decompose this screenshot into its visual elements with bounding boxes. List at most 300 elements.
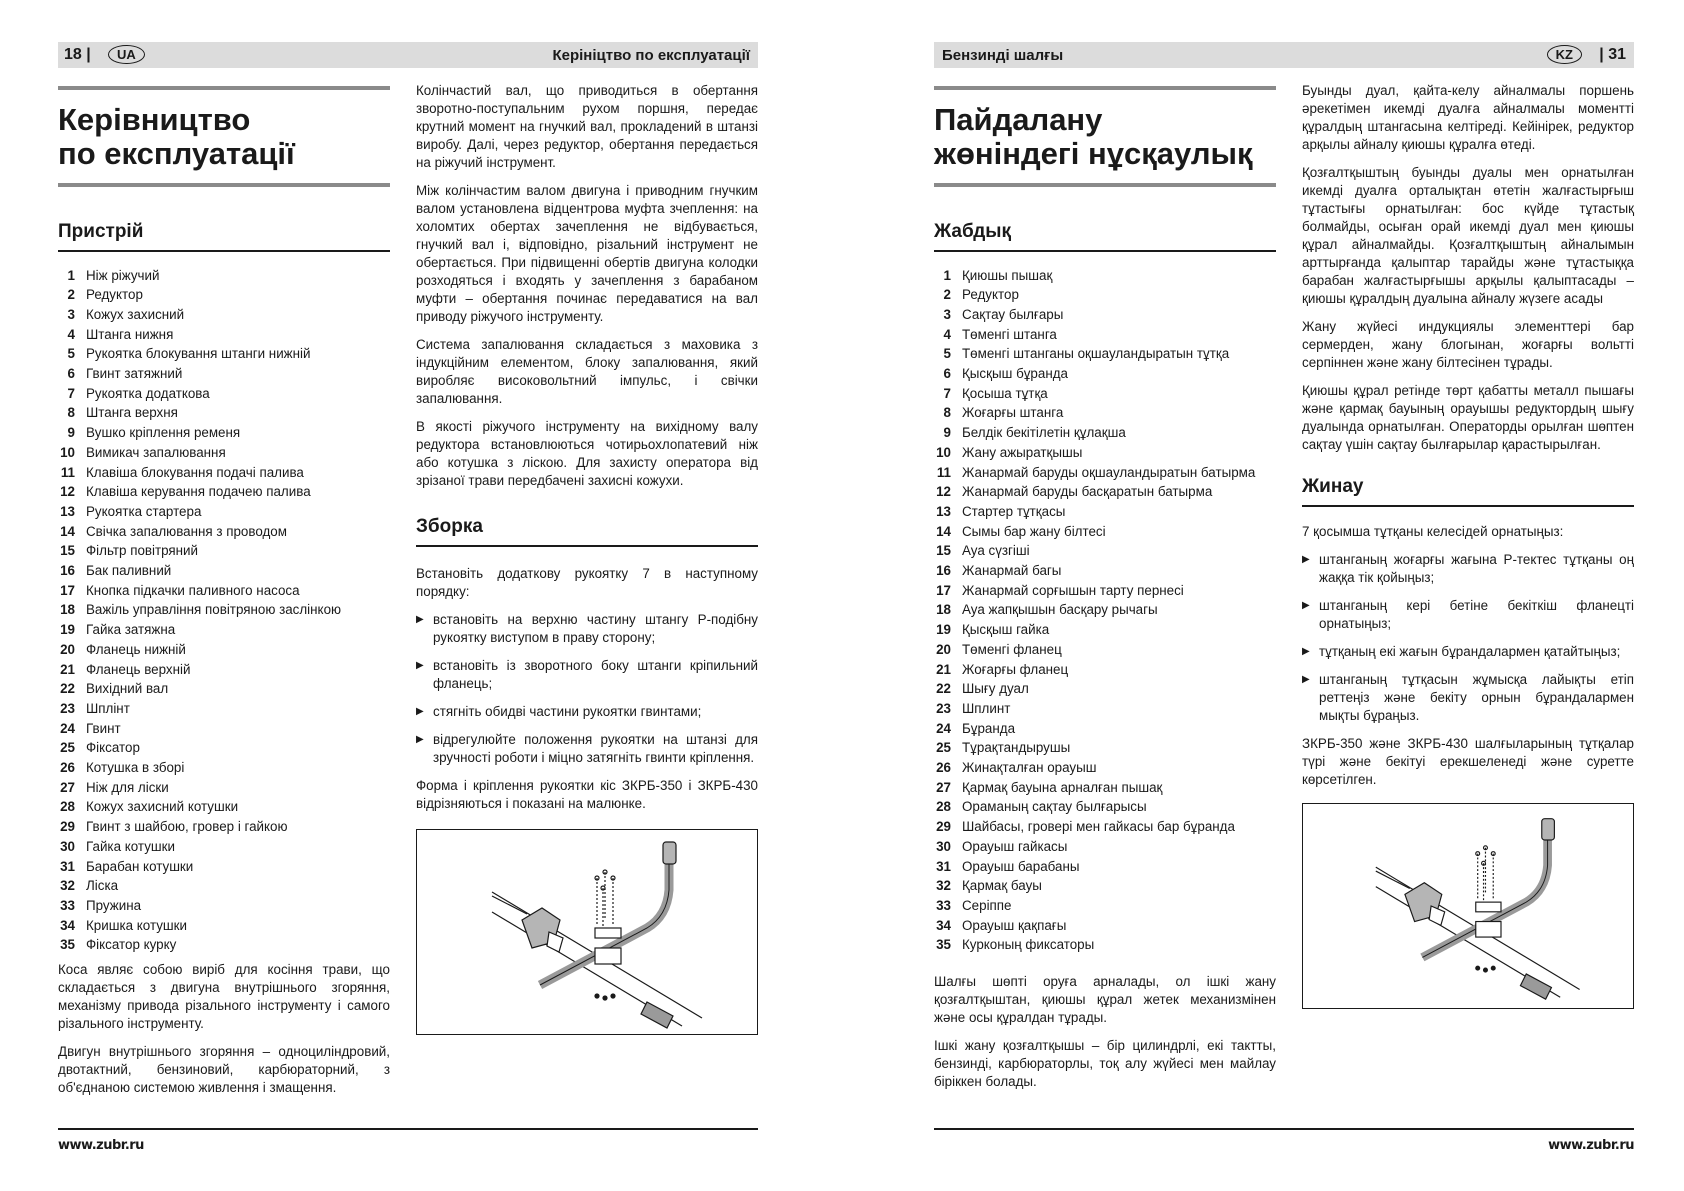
assembly-steps (416, 611, 758, 767)
parts-list-item (934, 738, 1276, 758)
nut (595, 994, 599, 998)
description-paragraphs (1302, 82, 1634, 454)
part-label: Фільтр повітряний (86, 543, 199, 559)
part-number: 34 (60, 917, 75, 933)
parts-list-item (58, 660, 390, 680)
clamp-top (1476, 902, 1501, 912)
footer-rule (58, 1128, 758, 1130)
parts-list-item (934, 817, 1276, 837)
part-label: Кнопка підкачки паливного насоса (86, 582, 300, 598)
bullet-arrow-icon: ▶ (1302, 553, 1310, 565)
part-label: Жану ажыратқышы (962, 444, 1083, 460)
page-header-bar (58, 42, 758, 68)
bullet-arrow-icon: ▶ (416, 613, 424, 625)
part-number: 33 (60, 898, 75, 913)
body-paragraph: Шалғы шөпті оруға арналады, ол ішкі жану қозғалтқыштан, қиюшы құрал жетек механизмінен және осы құралдан тұрады. (934, 974, 1276, 1026)
left-column-1 (58, 86, 390, 1107)
parts-list-item (58, 679, 390, 699)
bullet-arrow-icon: ▶ (1302, 645, 1310, 657)
part-label: Гвинт з шайбою, гровер і гайкою (86, 819, 288, 835)
part-label: Қысқыш гайка (962, 622, 1050, 638)
parts-list-item (58, 758, 390, 778)
body-paragraph: Жану жүйесі индукциялы элементтері бар сермерден, жану блогынан, жоғарғы вольтті серпіннен және жану білтесінен тұрады. (1302, 319, 1634, 370)
parts-list-item (934, 443, 1276, 463)
parts-list-item (934, 364, 1276, 384)
parts-list-item (58, 857, 390, 877)
part-number: 8 (67, 405, 75, 421)
part-label: Ліска (86, 878, 119, 894)
assembly-intro: 7 қосымша тұтқаны келесідей орнатыңыз: (1302, 523, 1564, 539)
part-number: 2 (943, 287, 951, 303)
bullet-arrow-icon: ▶ (1302, 599, 1310, 611)
part-label: Барабан котушки (86, 858, 194, 874)
part-number: 31 (60, 858, 75, 874)
parts-list-item (58, 719, 390, 739)
part-number: 3 (943, 306, 951, 322)
part-label: Гвинт затяжний (86, 366, 183, 382)
step-text: встановіть на верхню частину штангу Р-подібну рукоятку виступом в праву сторону; (433, 611, 758, 645)
part-label: Курконың фиксаторы (962, 937, 1095, 953)
part-label: Қиюшы пышақ (962, 267, 1053, 283)
part-label: Жанармай багы (962, 563, 1062, 579)
part-number: 7 (943, 385, 951, 401)
part-label: Ораманың сақтау былғарысы (962, 799, 1147, 815)
parts-list-item (58, 817, 390, 837)
part-label: Бак паливний (86, 563, 172, 579)
part-number: 34 (936, 917, 951, 933)
page-header-bar (934, 42, 1634, 68)
parts-list-item (934, 935, 1276, 955)
parts-list-item (934, 482, 1276, 502)
parts-list-item (58, 699, 390, 719)
parts-list-item (934, 837, 1276, 857)
part-number: 29 (936, 819, 951, 835)
body-paragraph: Між колінчастим валом двигуна і приводним гнучким валом установлена відцентрова муфта зчеплення: на холомтих обертах зачеплення не відбувається, гнучкий вал і, відповідно, різальний інструмент не обертається. При підвищенні обертів двигуна колодки розходяться і входять у зачеплення з барабаном муфти – обертання починає передаватися на вал приводу ріжучого інструменту. (416, 183, 758, 324)
body-paragraph: Қиюшы құрал ретінде төрт қабатты металл пышағы және қармақ бауының орауышы редуктордың шығу дуалында орнатылған. Операторды орылған шөптен сақтау үшін сақтау былғарылар қарастырылған. (1302, 383, 1634, 452)
part-number: 22 (936, 681, 951, 697)
right-column-1 (934, 86, 1276, 1101)
footer-rule (934, 1128, 1634, 1130)
footer-url: www.zubr.ru (58, 1138, 144, 1153)
grip-collar (1429, 906, 1445, 925)
part-number: 19 (60, 622, 75, 638)
part-number: 13 (60, 503, 75, 519)
part-number: 6 (943, 366, 951, 382)
part-number: 13 (936, 503, 951, 519)
parts-list-item (934, 423, 1276, 443)
lower-grip (641, 1002, 673, 1028)
page-right (842, 0, 1684, 1191)
part-number: 29 (60, 819, 75, 835)
part-label: Ніж ріжучий (86, 267, 160, 283)
parts-list-item (58, 305, 390, 325)
step-text: штанганың жоғарғы жағына Р-тектес тұтқаны оң жаққа тік қойыңыз; (1319, 551, 1634, 585)
parts-list-item (934, 463, 1276, 483)
part-label: Рукоятка додаткова (86, 385, 210, 401)
nut (1484, 968, 1488, 972)
parts-list-item (934, 896, 1276, 916)
parts-list-item (58, 344, 390, 364)
parts-list-item (934, 876, 1276, 896)
part-label: Редуктор (86, 287, 143, 303)
part-label: Бұранда (962, 720, 1016, 736)
parts-list-item (58, 620, 390, 640)
clamp-flange (1476, 921, 1501, 937)
header-title: Бензинді шалғы (942, 47, 1064, 64)
parts-list-item (58, 896, 390, 916)
part-label: Рукоятка блокування штанги нижній (86, 346, 311, 362)
assembly-step (1302, 643, 1634, 661)
footer-url: www.zubr.ru (1548, 1138, 1634, 1153)
part-number: 2 (67, 287, 75, 303)
part-number: 5 (67, 346, 75, 362)
part-number: 4 (67, 326, 75, 342)
part-label: Кожух захисний котушки (86, 799, 239, 815)
parts-list-item (58, 285, 390, 305)
main-title-line2: по експлуатації (58, 136, 295, 171)
part-label: Орауыш гайкасы (962, 838, 1068, 854)
parts-list-item (58, 935, 390, 955)
part-number: 35 (936, 937, 951, 953)
part-number: 11 (936, 464, 951, 480)
page-number: 18 | (64, 46, 91, 63)
part-number: 3 (67, 306, 75, 322)
cable-line (1376, 871, 1410, 888)
parts-list (934, 266, 1276, 956)
assembly-note: ЗКРБ-350 және ЗКРБ-430 шалғыларының тұтқалар түрі және бекітуі ерекшеленеді және суретте көрсетілген. (1302, 735, 1634, 787)
part-number: 32 (60, 878, 75, 894)
assembly-step (416, 731, 758, 767)
parts-list-item (934, 719, 1276, 739)
part-number: 15 (60, 543, 75, 559)
handle-mounting-figure (1302, 803, 1634, 1009)
parts-list-item (58, 916, 390, 936)
handle-diagram-illustration (1303, 804, 1633, 1008)
parts-list-item (58, 443, 390, 463)
part-label: Клавіша керування подачею палива (86, 484, 311, 500)
parts-list-item (934, 344, 1276, 364)
part-label: Вушко кріплення ременя (86, 425, 241, 441)
cable-line (492, 896, 527, 914)
part-number: 4 (943, 326, 951, 342)
part-number: 26 (936, 760, 951, 776)
parts-list-item (934, 384, 1276, 404)
part-number: 26 (60, 760, 75, 776)
parts-list-item (934, 640, 1276, 660)
body-paragraph: В якості ріжучого інструменту на вихідному валу редуктора встановлюються чотирьохлопатевий ніж або котушка з ліскою. Для захисту оператора від зрізаної трави передбачені захисні кожухи. (416, 419, 758, 488)
nut (603, 996, 607, 1000)
section-rule (934, 250, 1276, 252)
part-number: 32 (936, 878, 951, 894)
parts-list (58, 266, 390, 956)
main-title (58, 103, 390, 171)
part-number: 24 (60, 720, 75, 736)
part-number: 35 (60, 937, 75, 953)
part-number: 16 (60, 563, 75, 579)
parts-list-item (58, 581, 390, 601)
part-number: 22 (60, 681, 75, 697)
parts-list-item (934, 758, 1276, 778)
parts-list-item (934, 797, 1276, 817)
part-label: Фіксатор курку (86, 937, 177, 953)
diagram-group (1376, 818, 1580, 999)
parts-list-item (934, 541, 1276, 561)
parts-list-item (58, 364, 390, 384)
part-label: Гвинт (86, 720, 121, 736)
assembly-step (416, 657, 758, 693)
parts-list-item (58, 600, 390, 620)
main-title-line2: жөніндегі нұсқаулық (934, 136, 1253, 171)
parts-list-item (58, 325, 390, 345)
intro-paragraphs (934, 973, 1276, 1091)
part-number: 17 (936, 582, 951, 598)
part-label: Орауыш қақпағы (962, 917, 1067, 933)
part-label: Клавіша блокування подачі палива (86, 464, 304, 480)
step-text: штанганың кері бетіне бекіткіш фланецті орнатыңыз; (1319, 597, 1634, 631)
parts-list-item (58, 541, 390, 561)
parts-list-item (58, 640, 390, 660)
part-label: Стартер тұтқасы (962, 503, 1066, 519)
part-number: 5 (943, 346, 951, 362)
part-label: Фланець нижній (86, 641, 186, 657)
right-column-2 (1302, 82, 1634, 1009)
part-label: Гайка котушки (86, 838, 175, 854)
part-number: 17 (60, 582, 75, 598)
part-label: Жоғарғы штанга (962, 405, 1064, 421)
handle-grip (663, 842, 676, 864)
parts-list-item (58, 738, 390, 758)
part-label: Ніж для ліски (86, 779, 169, 795)
parts-list-item (58, 797, 390, 817)
part-label: Шплинт (962, 700, 1011, 716)
nut (1491, 966, 1495, 970)
bullet-arrow-icon: ▶ (1302, 673, 1310, 685)
part-number: 10 (60, 444, 75, 460)
assembly-note: Форма і кріплення рукоятки кіс ЗКРБ-350 і ЗКРБ-430 відрізняються і показані на малюнке. (416, 777, 758, 811)
part-number: 14 (60, 523, 75, 539)
grip-collar (547, 932, 563, 952)
parts-list-item (58, 266, 390, 286)
part-number: 31 (936, 858, 951, 874)
parts-list-item (934, 403, 1276, 423)
diagram-group (492, 842, 702, 1028)
part-label: Фіксатор (86, 740, 140, 756)
part-label: Қосыша тұтқа (962, 385, 1048, 401)
parts-list-item (58, 502, 390, 522)
part-number: 10 (936, 444, 951, 460)
bullet-arrow-icon: ▶ (416, 659, 424, 671)
part-number: 7 (67, 385, 75, 401)
part-label: Свічка запалювання з проводом (86, 523, 287, 539)
body-paragraph: Қозғалтқыштың буынды дуалы мен орнатылған икемді дуалға орталықтан өтетін жалғастырғыш тұтастығы орнатылған: бос күйде тұтастық болмайды, осыған орай икемді дуал мен қиюшы құрал айналмайды. Қозғалтқыштың айналымын арттырғанда қалыптар тарайды және тұтастыққа барабан жалғастырғышы арқылы қалыптасады – қиюшы құралдың дуалына айналу жүзеге асады (1302, 165, 1634, 306)
language-badge: KZ (1547, 45, 1582, 64)
device-section-title: Жабдық (934, 221, 1012, 242)
parts-list-item (58, 837, 390, 857)
title-rule-top (934, 86, 1276, 90)
part-number: 8 (943, 405, 951, 421)
part-label: Шығу дуал (962, 681, 1029, 697)
part-label: Жинақталған орауыш (962, 760, 1097, 776)
part-number: 12 (60, 484, 75, 500)
part-label: Рукоятка стартера (86, 503, 202, 519)
parts-list-item (934, 620, 1276, 640)
step-text: стягніть обидві частини рукоятки гвинтами; (433, 703, 702, 719)
part-number: 9 (67, 425, 75, 441)
step-text: встановіть із зворотного боку штанги кріпильний фланець; (433, 657, 758, 691)
part-number: 25 (60, 740, 75, 756)
page-number: | 31 (1599, 46, 1626, 63)
parts-list-item (58, 423, 390, 443)
part-label: Котушка в зборі (86, 760, 185, 776)
device-section-title: Пристрій (58, 221, 144, 242)
handle-mounting-figure (416, 829, 758, 1035)
part-number: 6 (67, 366, 75, 382)
parts-list-item (58, 778, 390, 798)
part-label: Жанармай баруды оқшауландыратын батырма (962, 464, 1256, 480)
part-label: Қармақ бауына арналған пышақ (962, 779, 1163, 795)
part-number: 23 (60, 700, 75, 716)
part-number: 12 (936, 484, 951, 500)
part-number: 9 (943, 425, 951, 441)
part-number: 24 (936, 720, 951, 736)
part-label: Жанармай баруды басқаратын батырма (962, 484, 1213, 500)
part-label: Редуктор (962, 287, 1019, 303)
main-title-line1: Пайдалану (934, 102, 1103, 137)
body-paragraph: Система запалювання складається з маховика з індукційним елементом, блоку запалювання, який виробляє високовольтний імпульс, і свічки запалювання. (416, 337, 758, 406)
part-label: Фланець верхній (86, 661, 191, 677)
assembly-step (1302, 551, 1634, 587)
parts-list-item (58, 561, 390, 581)
assembly-steps (1302, 551, 1634, 725)
part-label: Вихідний вал (86, 681, 169, 697)
part-number: 23 (936, 700, 951, 716)
parts-list-item (58, 403, 390, 423)
parts-list-item (934, 660, 1276, 680)
bullet-arrow-icon: ▶ (416, 733, 424, 745)
part-number: 20 (936, 641, 951, 657)
part-number: 15 (936, 543, 951, 559)
part-label: Шайбасы, гровері мен гайкасы бар бұранда (962, 819, 1235, 835)
part-label: Ауа жапқышын басқару рычагы (962, 602, 1158, 618)
parts-list-item (934, 916, 1276, 936)
part-label: Белдік бекітілетін құлақша (962, 425, 1126, 441)
part-number: 1 (67, 267, 75, 283)
part-number: 28 (60, 799, 75, 815)
assembly-intro: Встановіть додаткову рукоятку 7 в наступному порядку: (416, 565, 758, 599)
parts-list-item (58, 522, 390, 542)
bullet-arrow-icon: ▶ (416, 705, 424, 717)
body-paragraph: Ішкі жану қозғалтқышы – бір цилиндрлі, екі тактты, бензинді, карбюраторлы, тоқ алу жүйесі мен майлау біріккен болады. (934, 1038, 1276, 1090)
part-number: 21 (936, 661, 951, 677)
main-title (934, 103, 1276, 171)
step-text: тұтқаның екі жағын бұрандалармен қатайтыңыз; (1319, 643, 1621, 659)
assembly-step (1302, 671, 1634, 725)
part-number: 18 (936, 602, 951, 618)
part-number: 33 (936, 898, 951, 913)
handle-grip (1542, 818, 1555, 839)
language-badge: UA (108, 45, 145, 64)
intro-paragraphs (58, 961, 390, 1097)
body-paragraph: Коса являє собою виріб для косіння трави, що складається з двигуна внутрішнього згоряння, механізму привода різального інструменту і самого різального інструменту. (58, 962, 390, 1032)
part-number: 18 (60, 602, 75, 618)
parts-list-item (934, 561, 1276, 581)
assembly-section-title: Зборка (416, 516, 483, 537)
part-number: 11 (60, 464, 75, 480)
part-label: Жанармай сорғышын тарту пернесі (962, 582, 1184, 598)
part-label: Пружина (86, 898, 142, 913)
parts-list-item (934, 857, 1276, 877)
part-label: Сымы бар жану білтесі (962, 523, 1106, 539)
part-number: 20 (60, 641, 75, 657)
part-label: Ауа сүзгіші (962, 543, 1030, 559)
part-label: Кожух захисний (86, 306, 185, 322)
parts-list-item (934, 778, 1276, 798)
part-number: 27 (60, 779, 75, 795)
parts-list-item (934, 522, 1276, 542)
part-label: Төменгі штанганы оқшауландыратын тұтқа (962, 346, 1230, 362)
part-label: Кришка котушки (86, 917, 188, 933)
assembly-step (1302, 597, 1634, 633)
description-paragraphs (416, 82, 758, 490)
part-label: Гайка затяжна (86, 622, 176, 638)
part-label: Төменгі штанга (962, 326, 1057, 342)
section-rule (58, 250, 390, 252)
title-rule-top (58, 86, 390, 90)
parts-list-item (934, 285, 1276, 305)
part-number: 25 (936, 740, 951, 756)
parts-list-item (934, 266, 1276, 286)
part-label: Штанга нижня (86, 326, 174, 342)
assembly-step (416, 611, 758, 647)
part-label: Қармақ бауы (962, 878, 1042, 894)
part-number: 28 (936, 799, 951, 815)
part-label: Важіль управління повітряною заслінкою (86, 602, 342, 618)
parts-list-item (58, 482, 390, 502)
clamp-top (595, 928, 621, 938)
part-label: Сақтау былғары (962, 306, 1064, 322)
part-number: 14 (936, 523, 951, 539)
lower-grip (1520, 973, 1551, 998)
left-column-2 (416, 82, 758, 1035)
part-label: Төменгі фланец (962, 641, 1062, 657)
main-title-line1: Керівництво (58, 102, 251, 137)
parts-list-item (934, 305, 1276, 325)
header-title: Керініцтво по експлуатації (552, 47, 750, 64)
parts-list-item (934, 581, 1276, 601)
body-paragraph: Двигун внутрішнього згоряння – одноциліндровий, двотактний, бензиновий, карбюраторний, з об'єднаною системою живлення і змащення. (58, 1044, 390, 1096)
part-label: Қысқыш бұранда (962, 366, 1068, 382)
parts-list-item (58, 876, 390, 896)
parts-list-item (934, 600, 1276, 620)
part-label: Штанга верхня (86, 405, 178, 421)
part-number: 27 (936, 779, 951, 795)
parts-list-item (58, 463, 390, 483)
part-label: Орауыш барабаны (962, 858, 1080, 874)
assembly-step (416, 703, 758, 721)
assembly-section-title: Жинау (1302, 476, 1364, 497)
step-text: відрегулюйте положення рукоятки на штанзі для зручності роботи і міцно затягніть гвинти кріплення. (433, 731, 758, 765)
part-number: 21 (60, 661, 75, 677)
body-paragraph: Колінчастий вал, що приводиться в обертання зворотно-поступальним рухом поршня, передає крутний момент на гнучкий вал, прокладений в штанзі виробу. Далі, через редуктор, обертання передається на ріжучий інструмент. (416, 83, 758, 170)
parts-list-item (934, 699, 1276, 719)
part-label: Шплінт (86, 700, 130, 716)
parts-list-item (58, 384, 390, 404)
body-paragraph: Буынды дуал, қайта-келу айналмалы поршень әрекетімен икемді дуалға айналмалы моментті құралдың штангасына келтіреді. Кейінірек, редуктор арқылы айналу қиюшы құралға өтеді. (1302, 83, 1634, 152)
part-label: Жоғарғы фланец (962, 661, 1069, 677)
part-number: 1 (943, 267, 951, 283)
nut (1476, 966, 1480, 970)
part-number: 30 (60, 838, 75, 854)
